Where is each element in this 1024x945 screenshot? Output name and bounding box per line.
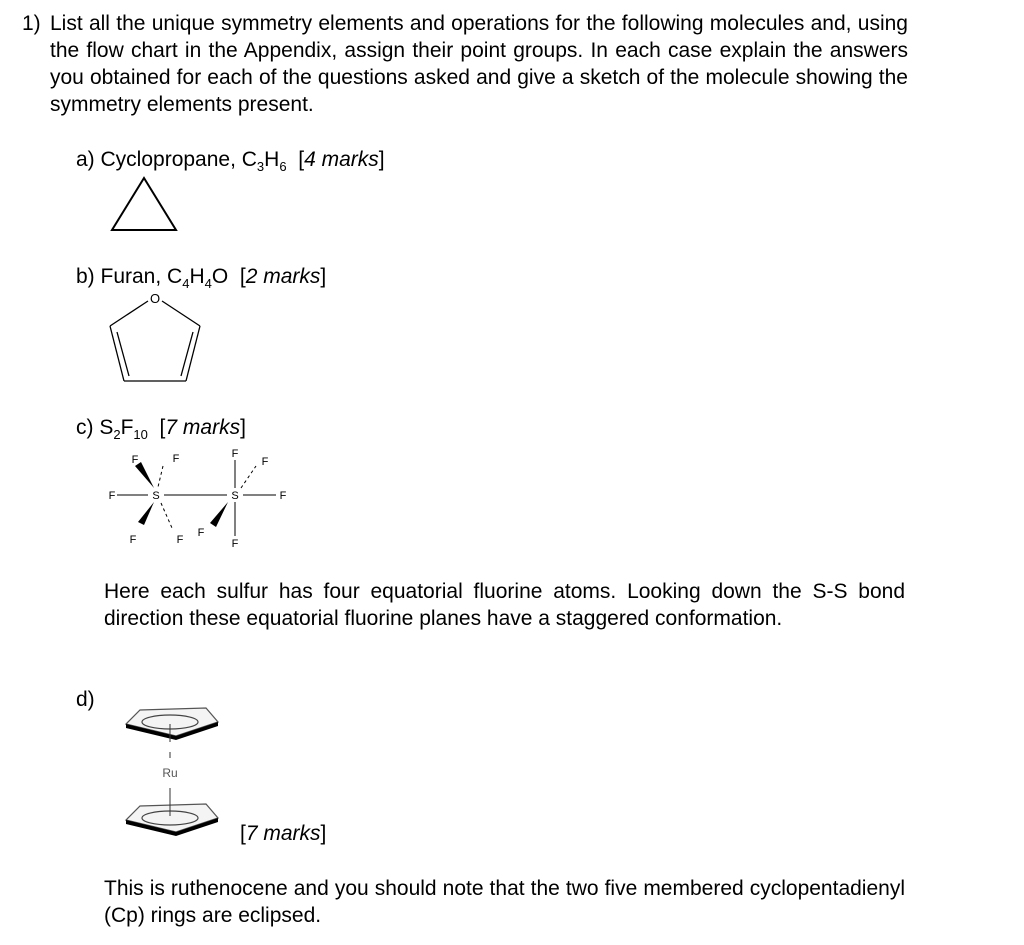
furan-ring [110, 301, 200, 381]
part-b-marks-open: [ [239, 265, 246, 288]
part-a-sub2: 6 [279, 159, 287, 175]
part-d-label: d) [76, 688, 95, 711]
part-a-sub1: 3 [256, 159, 265, 175]
fluorine-atom-lower-left: F [129, 534, 137, 546]
cp-ring-top [126, 708, 218, 740]
part-c-sub2: 10 [133, 427, 148, 443]
part-a-marks-close: ] [378, 148, 385, 171]
part-c-marks-open: [ [159, 416, 166, 439]
part-d-marks-close: ] [320, 822, 327, 845]
part-b-sub2: 4 [204, 276, 212, 292]
part-b-marks-close: ] [320, 265, 327, 288]
part-c-marks-close: ] [240, 416, 246, 439]
fluorine-atom-top: F [231, 448, 239, 460]
cyclopropane-structure [108, 174, 180, 234]
part-b-sub1: 4 [182, 276, 190, 292]
part-d-marks: 7 marks [245, 822, 321, 845]
fluorine-atom-lower-right-eq: F [197, 527, 205, 539]
wedge-lower-right [210, 502, 228, 527]
part-a-label: a) Cyclopropane, C [76, 148, 257, 171]
ruthenium-atom: Ru [162, 766, 178, 780]
part-d-marks-open: [ [240, 822, 246, 845]
part-d-marks-line [240, 820, 326, 847]
sulfur-atom-right: S [231, 490, 239, 502]
fluorine-atom-bottom: F [231, 538, 239, 550]
fluorine-atom-upper-right: F [261, 456, 269, 468]
part-a-mid: H [264, 148, 280, 171]
fluorine-atom-axial-left: F [108, 490, 116, 502]
part-c-mid: F [120, 416, 134, 439]
part-c-label: c) S [76, 416, 114, 439]
part-c-note: Here each sulfur has four equatorial fluorine atoms. Looking down the S-S bond direction these equatorial fluorine planes have a staggered conformation. [104, 580, 905, 630]
question-number: 1) [22, 12, 41, 35]
part-b-mid: H [189, 265, 205, 288]
furan-oxygen-atom: O [149, 291, 161, 306]
furan-structure [100, 288, 210, 388]
ruthenocene-structure [118, 700, 228, 845]
part-a-marks: 4 marks [304, 148, 379, 171]
s2f10-atoms [109, 448, 287, 550]
fluorine-atom-upper-mid: F [172, 453, 180, 465]
wedge-lower-left [138, 502, 154, 525]
question-text: List all the unique symmetry elements and operations for the following molecules and, using the flow chart in the Appendix, assign their point groups. In each case explain the answers you obtained for each of the questions asked and give a sketch of the molecule showing the symmetry elements present. [50, 12, 908, 116]
cp-ring-bottom [126, 804, 218, 836]
fluorine-atom-upper-left: F [131, 454, 139, 466]
fluorine-atom-lower-mid: F [176, 534, 184, 546]
part-b-label: b) Furan, C [76, 265, 183, 288]
sulfur-atom-left: S [152, 490, 160, 502]
cyclopropane-ring [112, 178, 176, 230]
fluorine-atom-axial-right: F [279, 490, 287, 502]
part-b-tail: O [211, 265, 229, 288]
part-d-note: This is ruthenocene and you should note that the two five membered cyclopentadienyl (Cp) rings are eclipsed. [104, 877, 905, 927]
part-c-sub1: 2 [113, 427, 121, 443]
part-c-marks: 7 marks [165, 416, 241, 439]
part-a-marks-open: [ [298, 148, 305, 171]
part-b-marks: 2 marks [245, 265, 321, 288]
s2f10-structure [100, 440, 300, 555]
